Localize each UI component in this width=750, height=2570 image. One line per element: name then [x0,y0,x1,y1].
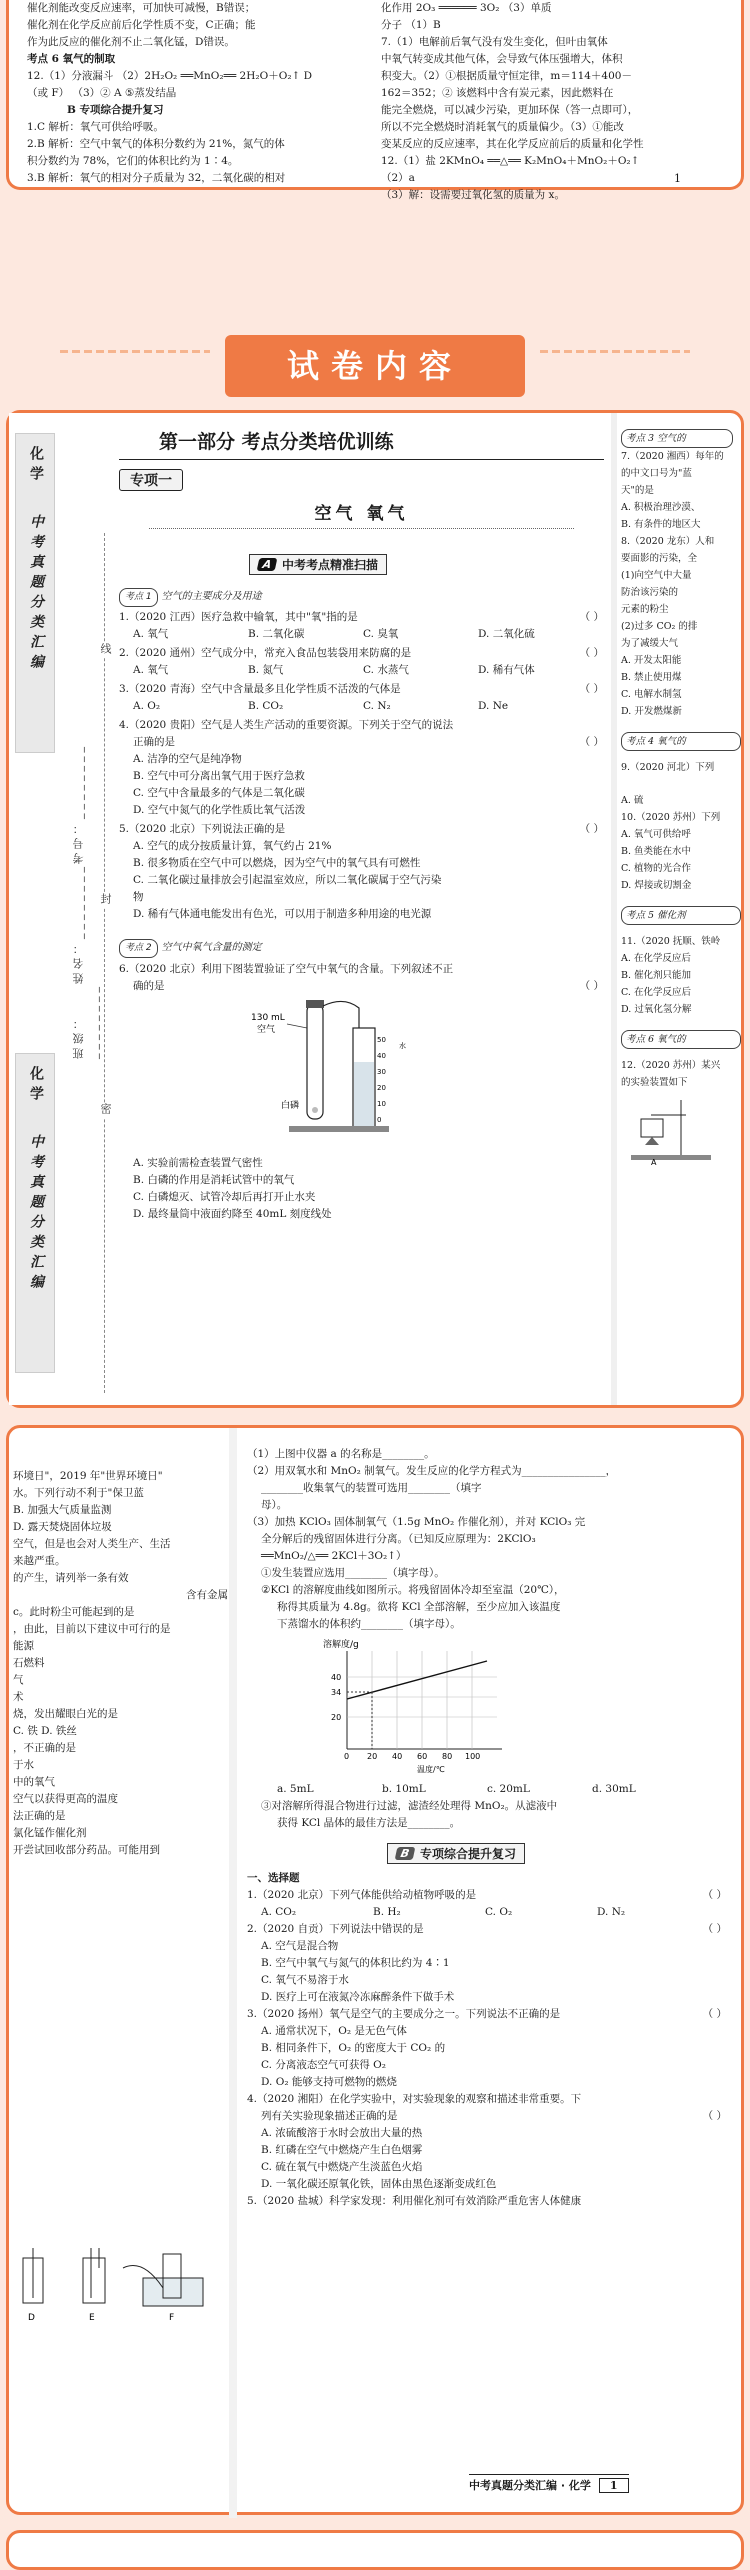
seal-line [104,533,105,1393]
strip-line: 术 [13,1691,24,1703]
sidebar-band-top [15,433,55,753]
kaodian-2-tag: 考点 2 [119,939,158,958]
section-b-title: 专项综合提升复习 [420,1847,517,1861]
strip-line: 环境日"，2019 年"世界环境日" [13,1470,163,1482]
answer-line: 能完全燃烧，可以减少污染，更加环保（答一点即可）， [381,104,639,116]
option-d[interactable]: D. Ne [478,700,509,712]
graph-xtick: 40 [392,1752,403,1761]
option-b[interactable]: B. 白磷的作用是消耗试管中的氧气 [133,1174,295,1186]
binding-sidebar [9,413,64,1405]
graph-xtick: 60 [417,1752,428,1761]
strip-apparatus-figure [621,1095,731,1165]
answer-line: 12.（1）盐 2KMnO₄ ══△══ K₂MnO₄＋MnO₂＋O₂↑ [381,155,640,167]
option-b[interactable]: B. CO₂ [248,700,284,712]
strip-line: 的中文口号为"蓝 [621,468,692,479]
answer-line: 2.B 解析：空气中氧气的体积分数约为 21%，氮气的体 [27,138,285,150]
option-c[interactable]: C. 水蒸气 [363,664,409,676]
strip-line: 烧，发出耀眼白光的是 [13,1708,118,1720]
answer-line: 催化剂能改变反应速率，可加快可减慢，B错误； [27,2,256,14]
adjacent-page-strip [621,429,741,1169]
option-a[interactable]: A. 空气的成分按质量计算，氧气约占 21% [133,840,332,852]
section-b-badge: B [395,1847,416,1860]
answer-slot[interactable]: （ ） [579,611,604,623]
question-line: 称得其质量为 4.8g。欲将 KCl 全部溶解，至少应加入该温度 [277,1601,561,1613]
strip-line: B. 鱼类能在水中 [621,846,692,857]
question-line: （2）用双氧水和 MnO₂ 制氧气。发生反应的化学方程式为________________， [247,1465,617,1477]
option-a[interactable]: A. 洁净的空气是纯净物 [133,753,242,765]
page-one-main-column [247,1446,727,2210]
question-5-stem: 5.（2020 北京）下列说法正确的是 [119,823,286,835]
answer-line: （3）解：设需要过氧化氢的质量为 x。 [381,189,565,201]
answer-line: 中氧气转变成其他气体，会导致气体压强增大，体积 [381,53,623,65]
b1-stem: 1.（2020 北京）下列气体能供给动植物呼吸的是 [247,1889,477,1901]
solubility-curve [347,1661,487,1699]
option-d[interactable]: D. 稀有气体 [478,664,535,676]
question-2-stem: 2.（2020 通州）空气成分中，常充入食品包装袋用来防腐的是 [119,647,412,659]
option-b[interactable]: B. 很多物质在空气中可以燃烧，因为空气中的氧气具有可燃性 [133,857,421,869]
exam-paper-card [6,410,744,1408]
figure-label-volume: 130 mL [251,1013,285,1023]
answer-slot[interactable]: （ ） [579,647,604,659]
option-d[interactable]: D. 二氧化硫 [478,628,535,640]
strip-line: 天"的是 [621,485,654,496]
previous-page-strip [13,1468,228,1859]
unit-title: 空气 氧气 [314,504,409,524]
option-d[interactable]: D. O₂ 能够支持可燃物的燃烧 [261,2076,397,2088]
question-4-stem-cont: 正确的是 [133,736,175,748]
question-2-options [119,662,604,679]
question-line: ________收集氧气的装置可选用________（填字 [261,1482,482,1494]
section-a-title: 中考考点精准扫描 [282,558,379,572]
option-b[interactable]: B. 红磷在空气中燃烧产生白色烟雾 [261,2144,423,2156]
answer-slot[interactable]: （ ） [702,2008,727,2020]
strip-line: 水。下列行动不利于"保卫蓝 [13,1487,144,1499]
oxygen-measurement-apparatus-figure [249,998,429,1138]
strip-line: 考点 6 氧气的 [621,1030,741,1049]
strip-line: 10.（2020 苏州）下列 [621,812,721,823]
option-c[interactable]: C. 白磷熄灭、试管冷却后再打开止水夹 [133,1191,316,1203]
choice-section-title: 一、选择题 [247,1872,300,1884]
question-6-stem-cont: 确的是 [133,980,165,992]
b4-stem-row [247,2108,727,2125]
question-1-options [119,626,604,643]
b2-stem-row [247,1921,727,1938]
section-a-badge: A [257,558,278,571]
page-footer [469,2474,629,2493]
option-d[interactable]: D. 最终量筒中液面约降至 40mL 刻度线处 [133,1208,332,1220]
option-a[interactable]: A. 氧气 [133,628,169,640]
question-3-stem: 3.（2020 青海）空气中含量最多且化学性质不活泼的气体是 [119,683,401,695]
answer-line: （2）a [381,172,415,184]
option-b[interactable]: B. 二氧化碳 [248,628,305,640]
q3-options [247,1781,727,1798]
strip-line: 考点 4 氧气的 [621,732,741,751]
option-a[interactable]: A. 通常状况下，O₂ 是无色气体 [261,2025,407,2037]
strip-line: 考点 3 空气的 [621,429,733,448]
question-line: 全分解后的残留固体进行分离。（已知反应原理为：2KClO₃ [261,1533,536,1545]
option-c[interactable]: C. 氧气不易溶于水 [261,1974,349,1986]
strip-line: 能源 [13,1640,34,1652]
question-line: （1）上图中仪器 a 的名称是________。 [247,1448,435,1460]
answer-line: 积分数约为 78%，它们的体积比约为 1∶4。 [27,155,239,167]
section-a-title-box [249,554,387,575]
figure-label-water: 水 [399,1042,406,1050]
answer-slot[interactable]: （ ） [702,2110,727,2122]
option-c[interactable]: C. 分离液态空气可获得 O₂ [261,2059,386,2071]
kaodian-1-tag: 考点 1 [119,588,158,607]
question-6-options [119,1155,604,1223]
figure-label-d: D [28,2313,35,2323]
strip-line: ，由此，目前以下建议中可行的是 [13,1623,171,1635]
strip-line: (2)过多 CO₂ 的排 [621,621,698,632]
strip-line: 石燃料 [13,1657,45,1669]
strip-line: C. 电解水制氢 [621,689,682,700]
option-c[interactable]: C. 空气中含量最多的气体是二氧化碳 [133,787,305,799]
section-b-header [387,1842,727,1864]
strip-line: B. 催化剂只能加 [621,970,692,981]
answer-line: 变某反应的反应速率，其在化学反应前后的质量和化学性 [381,138,644,150]
footer-page-number: 1 [599,2478,629,2493]
strip-line: A. 在化学反应后 [621,953,691,964]
option-a[interactable]: A. CO₂ [261,1906,297,1918]
b3-stem: 3.（2020 扬州）氧气是空气的主要成分之一。下列说法不正确的是 [247,2008,561,2020]
answer-line: 162＝352；② 该燃料中含有炭元素，因此燃料在 [381,87,614,99]
sidebar-subject: 化学 [28,446,44,486]
sidebar-series: 中考真题分类汇编 [28,1134,44,1294]
strip-line: 气 [13,1674,24,1686]
sidebar-subject: 化学 [28,1066,44,1106]
option-a[interactable]: A. 浓硫酸溶于水时会放出大量的热 [261,2127,423,2139]
cut-mark-xian: 线 [99,643,112,658]
strip-line: 8.（2020 龙东）人和 [621,536,715,547]
question-6 [119,961,604,995]
question-line: （3）加热 KClO₃ 固体制氧气（1.5g MnO₂ 作催化剂），并对 KClO₃ 完 [247,1516,586,1528]
option-b[interactable]: B. 氮气 [248,664,284,676]
option-a[interactable]: a. 5mL [277,1783,314,1795]
strip-line: 为了减缓大气 [621,638,679,649]
section-banner: 试卷内容 [225,335,525,397]
strip-line: 空气，但是也会对人类生产、生活 [13,1538,171,1550]
part-title: 第一部分 考点分类培优训练 [159,431,394,453]
adjacent-page-divider [611,413,617,1405]
question-6-stem: 6.（2020 北京）利用下图装置验证了空气中氧气的含量。下列叙述不正 [119,963,454,975]
answer-slot[interactable]: （ ） [702,1889,727,1901]
cut-mark-feng: 封 [99,893,112,908]
option-b[interactable]: B. H₂ [373,1906,401,1918]
option-c[interactable]: C. 二氧化碳过量排放会引起温室效应，所以二氧化碳属于空气污染 [133,874,442,886]
option-b[interactable]: b. 10mL [382,1783,426,1795]
option-b[interactable]: B. 空气中氧气与氮气的体积比约为 4∶1 [261,1957,450,1969]
question-line: ②KCl 的溶解度曲线如图所示。将残留固体冷却至室温（20℃）， [261,1584,565,1596]
strip-line: 12.（2020 苏州）某兴 [621,1060,721,1071]
strip-line: A. 积极治理沙漠、 [621,502,701,513]
question-1 [119,609,604,643]
kaodian-1-heading [119,588,262,607]
strip-line: 于水 [13,1759,34,1771]
kcl-solubility-graph [317,1637,517,1777]
answer-heading: 考点 6 氧气的制取 [27,53,116,65]
strip-line: c。此时粉尘可能起到的是 [13,1606,135,1618]
figure-label-phosphorus: 白磷 [281,1101,300,1111]
cylinder-tick: 50 [377,1036,386,1044]
strip-line: 考点 5 催化剂 [621,906,741,925]
answer-line: （或 F） （3）② A ⑤蒸发结晶 [27,87,177,99]
answer-slot[interactable]: （ ） [702,1923,727,1935]
graph-xlabel: 温度/℃ [417,1765,445,1774]
section-a-header [249,553,387,575]
graph-ylabel: 溶解度/g [323,1640,359,1650]
b1-options [247,1904,727,1921]
answer-line: 7.（1）电解前后氧气没有发生变化，但叶由氧体 [381,36,608,48]
answer-key-page-number: 1 [674,172,681,185]
question-5-stem-row [119,821,604,838]
option-a[interactable]: A. 实验前需检查装置气密性 [133,1157,263,1169]
answer-line: 3.B 解析：氧气的相对分子质量为 32，二氧化碳的相对 [27,172,286,184]
answer-line: 所以不完全燃烧时消耗氧气的质量偏少。（3）①能改 [381,121,624,133]
section-b-title-box [387,1843,525,1864]
sidebar-band-bottom [15,1053,55,1373]
strip-line: 含有金属 [186,1589,228,1601]
question-2 [119,645,604,679]
strip-line: 来越严重。 [13,1555,66,1567]
class-field[interactable]: 班级：________ [72,983,100,1059]
question-2-stem-row [119,645,604,662]
figure-label-f: F [169,2313,175,2323]
b2-stem: 2.（2020 自贡）下列说法中错误的是 [247,1923,424,1935]
b3-stem-row [247,2006,727,2023]
part-title-rule [119,459,604,460]
answer-slot[interactable]: （ ） [579,736,604,748]
answer-line: 催化剂在化学反应前后化学性质不变，C正确；能 [27,19,256,31]
question-3-options [119,698,604,715]
next-card-edge [6,2530,744,2570]
cut-mark-mi: 密 [99,1103,112,1118]
question-line: ①发生装置应选用________（填字母）。 [261,1567,445,1579]
strip-line: B. 有条件的地区大 [621,519,701,530]
kaodian-1-title: 空气的主要成分及用途 [161,591,262,602]
answer-slot[interactable]: （ ） [579,683,604,695]
question-line: ══MnO₂/△══ 2KCl＋3O₂↑） [261,1550,407,1562]
strip-line: C. 在化学反应后 [621,987,691,998]
strip-line: 防治该污染的 [621,587,679,598]
question-line: 获得 KCl 晶体的最佳方法是________。 [277,1817,461,1829]
answer-line: 化作用 2O₃ ══════ 3O₂ （3）单质 [381,2,552,14]
answer-heading: B 专项综合提升复习 [67,104,164,116]
cylinder-tick: 0 [377,1116,382,1124]
option-c[interactable]: C. 臭氧 [363,628,399,640]
figure-label-air: 空气 [257,1025,276,1035]
option-b[interactable]: B. 空气中可分离出氧气用于医疗急救 [133,770,305,782]
page-gutter [229,1428,237,2518]
strip-line: 法正确的是 [13,1810,66,1822]
strip-line: 空气以获得更高的温度 [13,1793,118,1805]
figure-label-e: E [89,2313,95,2323]
question-6-stem-row [119,978,604,995]
option-b[interactable]: B. 相同条件下，O₂ 的密度大于 CO₂ 的 [261,2042,446,2054]
strip-line: 要面影的污染，全 [621,553,698,564]
option-a[interactable]: A. O₂ [133,700,161,712]
answer-line: 1.C 解析：氧气可供给呼吸。 [27,121,164,133]
banner-decoration-right [540,350,690,353]
strip-line: 氯化锰作催化剂 [13,1827,87,1839]
strip-line: 11.（2020 抚顺、铁岭 [621,936,721,947]
answer-line: 12.（1）分液漏斗 （2）2H₂O₂ ══MnO₂══ 2H₂O＋O₂↑ D [27,70,313,82]
option-d[interactable]: d. 30mL [592,1783,636,1795]
answer-key-left-column [27,0,357,187]
b1-stem-row [247,1887,727,1904]
answer-line: 分子 （1）B [381,19,441,31]
question-5 [119,821,604,923]
answer-line: 作为此反应的催化剂不止二氧化锰，D错误。 [27,36,235,48]
sidebar-series: 中考真题分类汇编 [28,514,44,674]
student-info-fields [67,743,100,1059]
strip-line: 元素的粉尘 [621,604,669,615]
question-3-stem-row [119,681,604,698]
option-d[interactable]: D. 稀有气体通电能发出有色光，可以用于制造多种用途的电光源 [133,908,432,920]
strip-line: D. 焊接或切割金 [621,880,692,891]
option-c[interactable]: C. O₂ [485,1906,513,1918]
cylinder-tick: 20 [377,1084,386,1092]
strip-line: B. 加强大气质量监测 [13,1504,112,1516]
option-c[interactable]: C. N₂ [363,700,391,712]
graph-ytick: 20 [331,1713,342,1722]
gas-apparatus-figures [13,2248,223,2328]
option-d[interactable]: D. 一氧化碳还原氧化铁，固体由黑色逐渐变成红色 [261,2178,497,2190]
strip-line: D. 开发燃煤新 [621,706,682,717]
banner-decoration-left [60,350,210,353]
strip-line: ，不正确的是 [13,1742,76,1754]
strip-line: C. 植物的光合作 [621,863,691,874]
answer-slot[interactable]: （ ） [579,823,604,835]
b5-stem: 5.（2020 盐城）科学家发现：利用催化剂可有效消除严重危害人体健康 [247,2195,582,2207]
option-d[interactable]: D. N₂ [597,1906,626,1918]
kaodian-2-heading [119,939,262,958]
question-4-stem-row [119,734,604,751]
name-field[interactable]: 姓名：________ [72,863,85,984]
strip-line: 的实验装置如下 [621,1077,688,1088]
question-1-stem: 1.（2020 江西）医疗急救中输氧，其中"氧"指的是 [119,611,358,623]
option-c[interactable]: c. 20mL [487,1783,530,1795]
graph-xtick: 0 [344,1752,350,1761]
cylinder-tick: 10 [377,1100,386,1108]
question-line: ③对溶解所得混合物进行过滤，滤渣经处理得 MnO₂。从滤液中 [261,1800,558,1812]
strip-line: 9.（2020 河北）下列 [621,762,715,773]
graph-ytick: 34 [331,1688,342,1697]
id-field[interactable]: 考号：________ [72,743,85,864]
question-line: 下蒸馏水的体积约________（填字母）。 [277,1618,461,1630]
footer-series: 中考真题分类汇编 · 化学 [469,2479,591,2492]
cylinder-tick: 30 [377,1068,386,1076]
option-a[interactable]: A. 氧气 [133,664,169,676]
question-line: 母）。 [261,1499,288,1511]
strip-line: A. 硫 [621,795,644,806]
option-c-cont: 物 [133,891,144,903]
unit-title-rule [149,528,574,529]
option-d[interactable]: D. 医疗上可在液氮冷冻麻醉条件下做手术 [261,1991,455,2003]
answer-key-card [6,0,744,201]
question-4-stem: 4.（2020 贵阳）空气是人类生产活动的重要资源。下列关于空气的说法 [119,719,454,731]
strip-line: 中的氧气 [13,1776,55,1788]
option-d[interactable]: D. 空气中氮气的化学性质比氧气活泼 [133,804,306,816]
b4-stem: 4.（2020 湘阳）在化学实验中，对实验现象的观察和描述非常重要。下 [247,2093,582,2105]
b4-stem-cont: 列有关实验现象描述正确的是 [261,2110,398,2122]
strip-line: D. 过氧化氢分解 [621,1004,692,1015]
question-3 [119,681,604,715]
figure-label-a: A [651,1158,657,1167]
strip-line: C. 铁 D. 铁丝 [13,1725,77,1737]
kaodian-2-title: 空气中氧气含量的测定 [161,942,262,953]
strip-line: D. 露天焚烧固体垃圾 [13,1521,112,1533]
zhuanxiang-label: 专项一 [119,469,183,491]
page-one-card [6,1425,744,2515]
strip-line: 开尝试回收部分药品。可能用到 [13,1844,160,1856]
paper-main-column [119,413,604,1403]
question-4 [119,717,604,819]
strip-line: B. 禁止使用煤 [621,672,682,683]
graph-xtick: 80 [442,1752,453,1761]
answer-slot[interactable]: （ ） [579,980,604,992]
strip-line: 的产生，请列举一条有效 [13,1572,129,1584]
graph-ytick: 40 [331,1673,342,1682]
graph-xtick: 100 [465,1752,481,1761]
option-a[interactable]: A. 空气是混合物 [261,1940,339,1952]
strip-line: (1)向空气中大量 [621,570,692,581]
graph-xtick: 20 [367,1752,378,1761]
strip-line: A. 开发太阳能 [621,655,682,666]
option-c[interactable]: C. 硫在氧气中燃烧产生淡蓝色火焰 [261,2161,423,2173]
question-1-stem-row [119,609,604,626]
cylinder-tick: 40 [377,1052,386,1060]
strip-line: A. 氧气可供给呼 [621,829,691,840]
answer-line: 积变大。（2）①根据质量守恒定律，m＝114＋400－ [381,70,632,82]
strip-line: 7.（2020 湘西）每年的 [621,451,724,462]
